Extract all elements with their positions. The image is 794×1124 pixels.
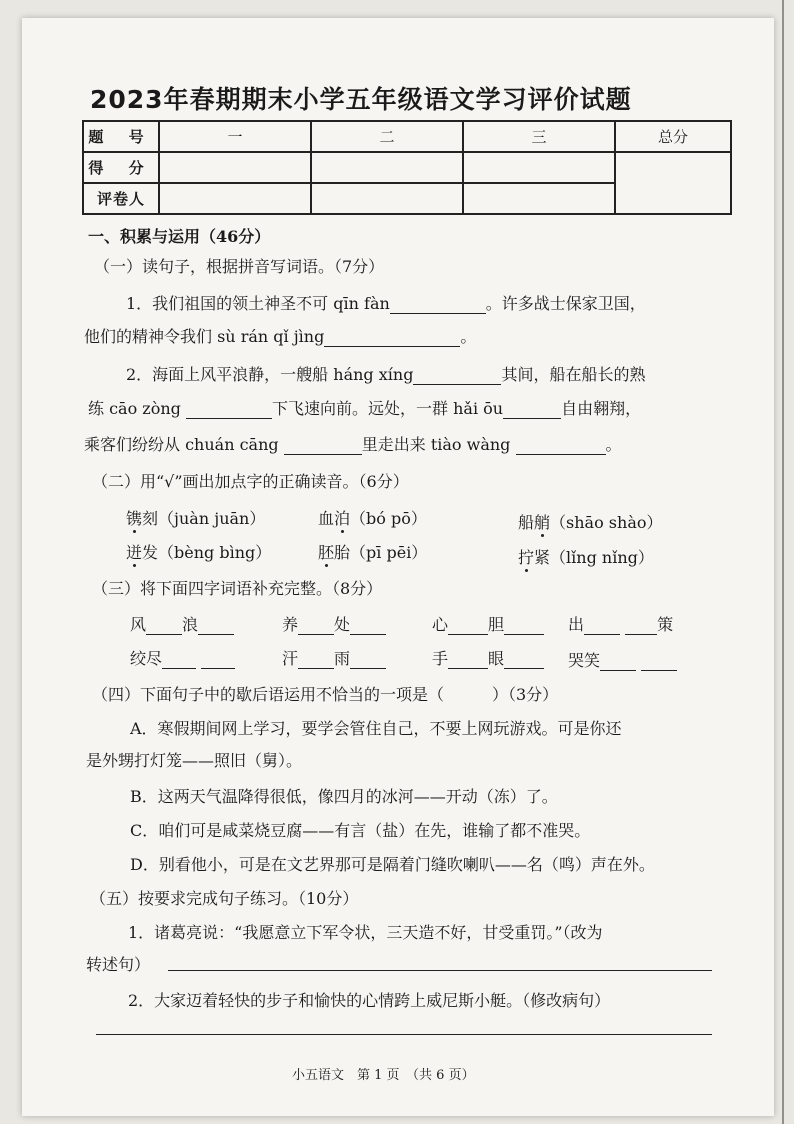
answer-blank[interactable] (298, 652, 334, 669)
pinyin-options[interactable]: （shāo shào） (550, 513, 663, 532)
pinyin-item (518, 545, 654, 568)
score-cell[interactable] (311, 152, 463, 183)
answer-blank[interactable] (413, 368, 501, 385)
dotted-char: 泊 (334, 509, 351, 528)
question-line (88, 396, 641, 419)
char: 刻 (142, 509, 159, 528)
idiom-char: 策 (657, 615, 674, 634)
pinyin-item (126, 540, 271, 563)
question-text: 其间，船在船长的熟 (501, 365, 646, 384)
grader-cell[interactable] (159, 183, 311, 214)
idiom-char: 养 (282, 615, 299, 634)
idiom-char: 绞尽 (130, 649, 163, 668)
answer-blank[interactable] (201, 652, 235, 669)
idiom-char: 心 (432, 615, 449, 634)
idiom-char: 哭笑 (568, 651, 601, 670)
answer-line[interactable] (168, 970, 712, 971)
pinyin-options[interactable]: （pī pēi） (350, 543, 428, 562)
score-cell[interactable] (463, 152, 615, 183)
answer-blank[interactable] (350, 652, 386, 669)
pinyin-item (126, 506, 265, 529)
question-text: 乘客们纷纷从 chuán cāng (84, 435, 279, 454)
question-text: 自由翱翔， (561, 399, 642, 418)
option-a[interactable]: A．寒假期间网上学习，要学会管住自己，不要上网玩游戏。可是你还 (130, 719, 622, 738)
question-text: 2．海面上风平浪静，一艘船 háng xíng (126, 365, 414, 384)
option-d[interactable]: D．别看他小，可是在文艺界那可是隔着门缝吹喇叭——名（鸣）声在外。 (130, 855, 655, 874)
part-heading: （二）用“√”画出加点字的正确读音。（6分） (92, 472, 409, 491)
question-text: 。 (605, 435, 622, 454)
page-footer: 小五语文 第 1 页 （共 6 页） (292, 1068, 475, 1083)
row-label: 得 分 (83, 152, 159, 183)
question-text: 练 cāo zòng (88, 399, 181, 418)
answer-line[interactable] (96, 1034, 712, 1035)
answer-blank[interactable] (625, 618, 657, 635)
idiom-char: 胆 (488, 615, 505, 634)
dotted-char: 镌 (126, 509, 143, 528)
answer-blank[interactable] (504, 652, 544, 669)
idiom-item (282, 612, 386, 635)
answer-blank[interactable] (198, 618, 234, 635)
answer-blank[interactable] (350, 618, 386, 635)
question-text: 。 (460, 327, 477, 346)
question-text: 他们的精神令我们 sù rán qǐ jìng (84, 327, 325, 346)
dotted-char: 胚 (318, 543, 335, 562)
answer-blank[interactable] (324, 330, 460, 347)
dotted-char: 迸 (126, 543, 143, 562)
idiom-item (432, 646, 544, 669)
idiom-item (130, 646, 235, 669)
column-header: 一 (159, 121, 311, 152)
table-row (83, 152, 731, 183)
table-row (83, 121, 731, 152)
answer-blank[interactable] (390, 297, 486, 314)
question-line (84, 324, 476, 347)
answer-blank[interactable] (448, 618, 488, 635)
section-heading: 一、积累与运用（46分） (88, 227, 271, 246)
part-heading: （四）下面句子中的歇后语运用不恰当的一项是（ ）（3分） (92, 685, 559, 704)
char: 发 (142, 543, 159, 562)
idiom-item (282, 646, 386, 669)
idiom-item (130, 612, 234, 635)
answer-blank[interactable] (503, 402, 561, 419)
question-line (126, 362, 645, 385)
idiom-char: 出 (568, 615, 585, 634)
question-text: 1．诸葛亮说：“我愿意立下军令状，三天造不好，甘受重罚。”（改为 (128, 923, 603, 942)
option-b[interactable]: B．这两天气温降得很低，像四月的冰河——开动（冻）了。 (130, 787, 558, 806)
char: 血 (318, 509, 335, 528)
column-header: 三 (463, 121, 615, 152)
row-label: 题 号 (83, 121, 159, 152)
pinyin-options[interactable]: （bèng bìng） (158, 543, 272, 562)
answer-blank[interactable] (284, 438, 362, 455)
char: 胎 (334, 543, 351, 562)
answer-blank[interactable] (600, 654, 636, 671)
dotted-char: 艄 (534, 513, 551, 532)
answer-blank[interactable] (504, 618, 544, 635)
score-cell[interactable] (159, 152, 311, 183)
answer-blank[interactable] (146, 618, 182, 635)
idiom-char: 浪 (182, 615, 199, 634)
answer-blank[interactable] (641, 654, 677, 671)
column-header: 总分 (615, 121, 731, 152)
answer-blank[interactable] (186, 402, 272, 419)
question-line (84, 432, 622, 455)
idiom-item (568, 648, 677, 671)
pinyin-item (518, 510, 663, 533)
question-text: 2．大家迈着轻快的步子和愉快的心情跨上威尼斯小艇。（修改病句） (128, 991, 611, 1010)
idiom-char: 雨 (334, 649, 351, 668)
idiom-char: 眼 (488, 649, 505, 668)
paper-edge (782, 0, 784, 1124)
answer-blank[interactable] (584, 618, 620, 635)
grader-cell[interactable] (463, 183, 615, 214)
pinyin-options[interactable]: （lǐng nǐng） (550, 548, 654, 567)
idiom-char: 风 (130, 615, 147, 634)
row-label: 评卷人 (83, 183, 159, 214)
answer-blank[interactable] (298, 618, 334, 635)
exam-title: 2023年春期期末小学五年级语文学习评价试题 (90, 85, 632, 114)
total-score-cell[interactable] (615, 152, 731, 214)
idiom-char: 处 (334, 615, 351, 634)
question-text: 转述句） (86, 955, 151, 974)
option-a-continued: 是外甥打灯笼——照旧（舅）。 (86, 751, 303, 770)
pinyin-item (318, 540, 427, 563)
part-heading: （五）按要求完成句子练习。（10分） (90, 889, 359, 908)
idiom-char: 汗 (282, 649, 299, 668)
column-header: 二 (311, 121, 463, 152)
pinyin-options[interactable]: （bó pō） (350, 509, 427, 528)
pinyin-options[interactable]: （juàn juān） (158, 509, 266, 528)
question-text: 下飞速向前。远处，一群 hǎi ōu (272, 399, 504, 418)
question-text: 里走出来 tiào wàng (361, 435, 511, 454)
answer-blank[interactable] (448, 652, 488, 669)
score-table (82, 120, 732, 215)
grader-cell[interactable] (311, 183, 463, 214)
part-heading: （一）读句子，根据拼音写词语。（7分） (94, 257, 385, 276)
pinyin-item (318, 506, 427, 529)
idiom-char: 手 (432, 649, 449, 668)
question-line (126, 291, 646, 314)
answer-blank[interactable] (516, 438, 606, 455)
idiom-item (432, 612, 544, 635)
question-text: 1．我们祖国的领土神圣不可 qīn fàn (126, 294, 390, 313)
char: 船 (518, 513, 535, 532)
option-c[interactable]: C．咱们可是咸菜烧豆腐——有言（盐）在先，谁输了都不准哭。 (130, 821, 591, 840)
dotted-char: 拧 (518, 548, 535, 567)
char: 紧 (534, 548, 551, 567)
idiom-item (568, 612, 673, 635)
question-text: 。许多战士保家卫国， (485, 294, 646, 313)
answer-blank[interactable] (162, 652, 196, 669)
part-heading: （三）将下面四字词语补充完整。（8分） (92, 579, 383, 598)
